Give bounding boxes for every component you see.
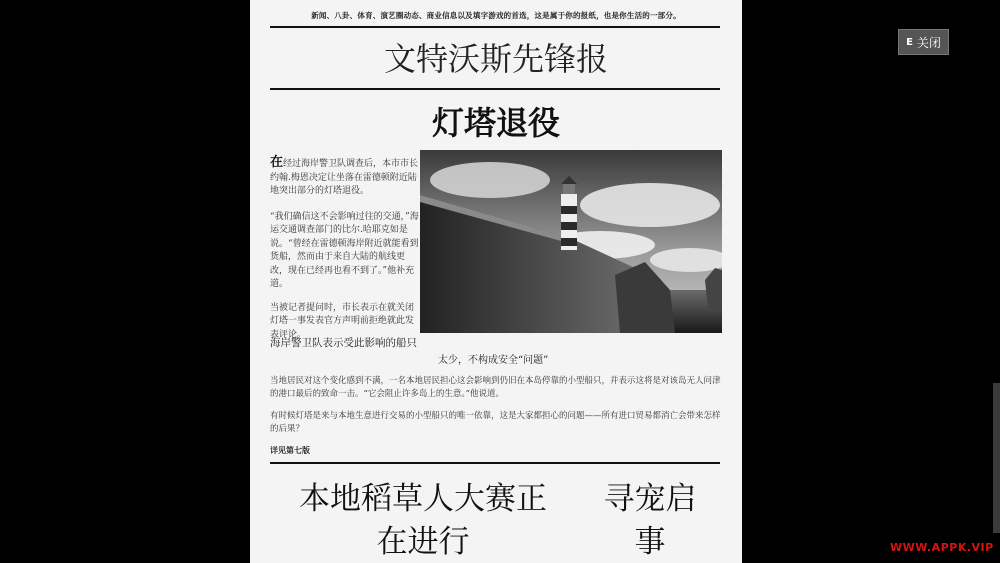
lost-pet-headline-line-2: 事	[634, 524, 666, 560]
lighthouse-photo	[420, 150, 722, 333]
lost-pet-headline	[590, 478, 710, 563]
paragraph-1-text: 经过海岸警卫队调查后，本市市长约翰.梅恩决定让坐落在雷德顿附近陆地突出部分的灯塔退役。	[270, 159, 419, 196]
article-column	[270, 156, 420, 342]
newspaper-page	[250, 0, 742, 563]
close-button[interactable]	[898, 29, 949, 55]
close-label: 关闭	[916, 35, 941, 50]
pullquote-line-1: 海岸警卫队表示受此影响的船只	[270, 337, 417, 349]
bottom-rule	[270, 462, 720, 464]
paragraph-1	[270, 156, 420, 199]
see-more-note: 详见第七版	[270, 445, 310, 455]
masthead: 文特沃斯先锋报	[383, 40, 608, 78]
lost-pet-headline-line-1: 寻宠启	[603, 481, 697, 517]
scarecrow-headline-line-2: 在进行	[376, 524, 470, 560]
e-key-icon: E	[906, 36, 913, 48]
drop-cap: 在	[270, 155, 284, 170]
paragraph-2: “我们确信这不会影响过往的交通，”海运交通调查部门的比尔.哈耶克如是说。“曾经在雷德顿海岸附近就能看到货船，然而由于来自大陆的航线更改，现在已经再也看不到了。”他补充道。	[270, 211, 419, 289]
paragraph-3: 当被记者提问时，市长表示在就关闭灯塔一事发表官方声明前拒绝就此发表评论。	[270, 302, 415, 340]
right-edge-panel	[993, 383, 1000, 533]
paragraph-4: 当地居民对这个变化感到不满，一名本地居民担心这会影响到仍旧在本岛停靠的小型船只，并表示这将是对该岛无人问津的港口最后的致命一击。“它会阻止许多岛上的生意。”他说道。	[270, 376, 721, 399]
paragraph-5: 有时候灯塔是来与本地生意进行交易的小型船只的唯一依靠，这是大家都担心的问题——所有进口贸易都消亡会带来怎样的后果？	[270, 411, 721, 434]
top-rule	[270, 26, 720, 28]
watermark-logo: WWW.APPK.VIP	[890, 541, 994, 554]
main-headline: 灯塔退役	[431, 104, 560, 142]
scarecrow-headline	[278, 478, 568, 563]
article-body	[270, 375, 722, 436]
scarecrow-headline-line-1: 本地稻草人大赛正	[299, 481, 547, 517]
pullquote-line-2: 太少，不构成安全“问题”	[438, 355, 549, 366]
masthead-rule	[270, 88, 720, 90]
tagline: 新闻、八卦、体育、演艺圈动态、商业信息以及填字游戏的首选，这是属于你的报纸，也是你生活的一部分。	[311, 11, 681, 20]
